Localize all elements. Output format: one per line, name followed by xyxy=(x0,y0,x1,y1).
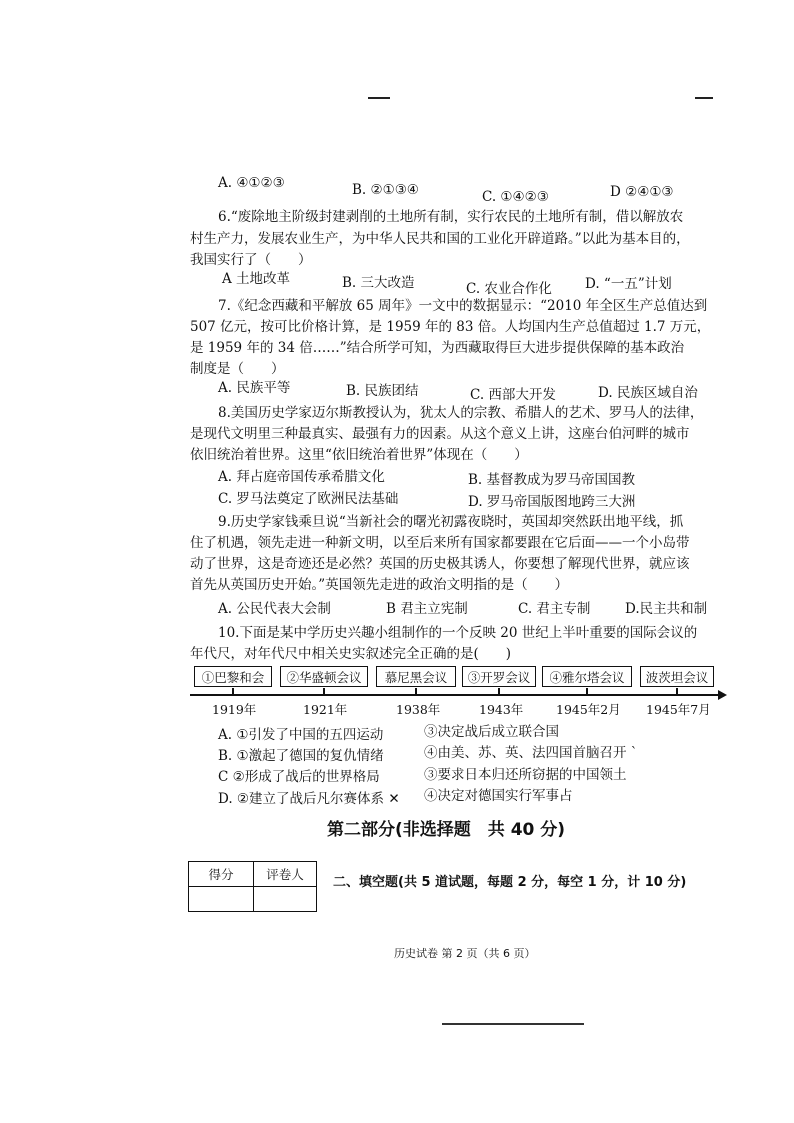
timeline-year: 1938年 xyxy=(396,702,441,717)
q8-option-c: C. 罗马法奠定了欧洲民法基础 xyxy=(218,491,399,507)
score-table xyxy=(188,861,317,912)
q8-line-3: 依旧统治着世界。这里“依旧统治着世界”体现在（ ） xyxy=(190,447,528,463)
q7-line-3: 是 1959 年的 34 倍……”结合所学可知，为西藏取得巨大进步提供保障的基本政治 xyxy=(190,340,685,356)
q10-option-a-right: ③决定战后成立联合国 xyxy=(424,724,559,740)
q7-option-a: A. 民族平等 xyxy=(218,380,291,396)
q5-option-c: C. ①④②③ xyxy=(482,189,549,205)
bottom-rule xyxy=(442,1023,584,1025)
q6-option-a: A 土地改革 xyxy=(222,271,291,287)
section2-title: 二、填空题(共 5 道试题，每题 2 分，每空 1 分，计 10 分) xyxy=(333,875,687,890)
part2-heading: 第二部分(非选择题 共 40 分) xyxy=(327,820,566,840)
q5-option-d: D ②④①③ xyxy=(610,184,674,200)
q7-option-c: C. 西部大开发 xyxy=(470,387,556,403)
score-cell[interactable] xyxy=(189,887,254,912)
q9-line-3: 动了世界，这是奇迹还是必然？英国的历史极其诱人，你要想了解现代世界，就应该 xyxy=(190,556,690,572)
q9-line-1: 9.历史学家钱乘旦说“当新社会的曙光初露夜晓时，英国却突然跃出地平线，抓 xyxy=(218,514,684,530)
q10-option-c-left: C ②形成了战后的世界格局 xyxy=(218,769,380,785)
timeline-tick xyxy=(498,688,500,695)
timeline-box-cairo: ③开罗会议 xyxy=(462,666,536,687)
q6-option-b: B. 三大改造 xyxy=(342,275,415,291)
q10-option-d-left: D. ②建立了战后凡尔赛体系 ✕ xyxy=(218,791,400,807)
timeline-axis xyxy=(190,694,720,696)
timeline-tick xyxy=(323,688,325,695)
timeline-tick xyxy=(232,688,234,695)
top-mark-right xyxy=(695,97,713,99)
timeline-box-paris: ①巴黎和会 xyxy=(194,666,272,687)
timeline-year: 1943年 xyxy=(479,702,524,717)
grader-cell[interactable] xyxy=(254,887,317,912)
q6-option-c: C. 农业合作化 xyxy=(466,281,552,297)
grader-header: 评卷人 xyxy=(254,862,317,887)
q9-line-4: 首先从英国历史开始。”英国领先走进的政治文明指的是（ ） xyxy=(190,577,569,593)
q9-option-a: A. 公民代表大会制 xyxy=(218,601,331,617)
timeline-tick xyxy=(586,688,588,695)
q8-option-d: D. 罗马帝国版图地跨三大洲 xyxy=(468,494,636,510)
score-header: 得分 xyxy=(189,862,254,887)
timeline-year: 1945年7月 xyxy=(646,702,711,717)
q7-line-2: 507 亿元，按可比价格计算，是 1959 年的 83 倍。人均国内生产总值超过 1.7 万元， xyxy=(190,319,711,335)
timeline-arrow xyxy=(718,690,727,700)
q10-option-b-right: ④由美、苏、英、法四国首脑召开 ` xyxy=(424,745,638,761)
q10-option-c-right: ③要求日本归还所窃据的中国领土 xyxy=(424,767,627,783)
timeline-year: 1945年2月 xyxy=(556,702,621,717)
timeline-tick xyxy=(415,688,417,695)
timeline-year: 1921年 xyxy=(303,702,348,717)
timeline-box-munich: 慕尼黑会议 xyxy=(376,666,456,687)
top-mark-left xyxy=(368,97,390,99)
q10-option-d-right: ④决定对德国实行军事占 xyxy=(424,788,573,804)
q6-line-2: 村生产力，发展农业生产，为中华人民共和国的工业化开辟道路。”以此为基本目的， xyxy=(190,231,690,247)
q9-option-d: D.民主共和制 xyxy=(625,601,708,617)
q6-option-d: D. “一五”计划 xyxy=(585,276,672,292)
q8-option-b: B. 基督教成为罗马帝国国教 xyxy=(468,472,636,488)
q8-option-a: A. 拜占庭帝国传承希腊文化 xyxy=(218,469,385,485)
q8-line-1: 8.美国历史学家迈尔斯教授认为，犹太人的宗教、希腊人的艺术、罗马人的法律， xyxy=(218,405,704,421)
timeline-year: 1919年 xyxy=(212,702,257,717)
q7-option-b: B. 民族团结 xyxy=(346,383,419,399)
timeline-box-washington: ②华盛顿会议 xyxy=(280,666,368,687)
q9-line-2: 住了机遇，领先走进一种新文明，以至后来所有国家都要跟在它后面——一个小岛带 xyxy=(190,535,690,551)
q8-line-2: 是现代文明里三种最真实、最强有力的因素。从这个意义上讲，这座台伯河畔的城市 xyxy=(190,426,690,442)
q5-option-b: B. ②①③④ xyxy=(352,182,419,198)
timeline-tick xyxy=(676,688,678,695)
q6-line-1: 6.“废除地主阶级封建剥削的土地所有制，实行农民的土地所有制，借以解放农 xyxy=(218,209,684,225)
q10-line-2: 年代尺，对年代尺中相关史实叙述完全正确的是( ) xyxy=(190,646,512,662)
q7-line-4: 制度是（ ） xyxy=(190,361,285,377)
q9-option-c: C. 君主专制 xyxy=(518,601,591,617)
q7-line-1: 7.《纪念西藏和平解放 65 周年》一文中的数据显示：“2010 年全区生产总值达到 xyxy=(218,298,708,314)
q6-line-3: 我国实行了（ ） xyxy=(190,252,312,268)
q10-option-a-left: A. ①引发了中国的五四运动 xyxy=(218,727,384,743)
q7-option-d: D. 民族区域自治 xyxy=(598,385,698,401)
q10-option-b-left: B. ①激起了德国的复仇情绪 xyxy=(218,748,384,764)
timeline-box-potsdam: 波茨坦会议 xyxy=(640,666,714,687)
page-footer: 历史试卷 第 2 页（共 6 页） xyxy=(394,947,536,960)
q9-option-b: B 君主立宪制 xyxy=(386,601,468,617)
q10-line-1: 10.下面是某中学历史兴趣小组制作的一个反映 20 世纪上半叶重要的国际会议的 xyxy=(218,625,698,641)
timeline-box-yalta: ④雅尔塔会议 xyxy=(542,666,632,687)
q5-option-a: A. ④①②③ xyxy=(218,175,285,191)
